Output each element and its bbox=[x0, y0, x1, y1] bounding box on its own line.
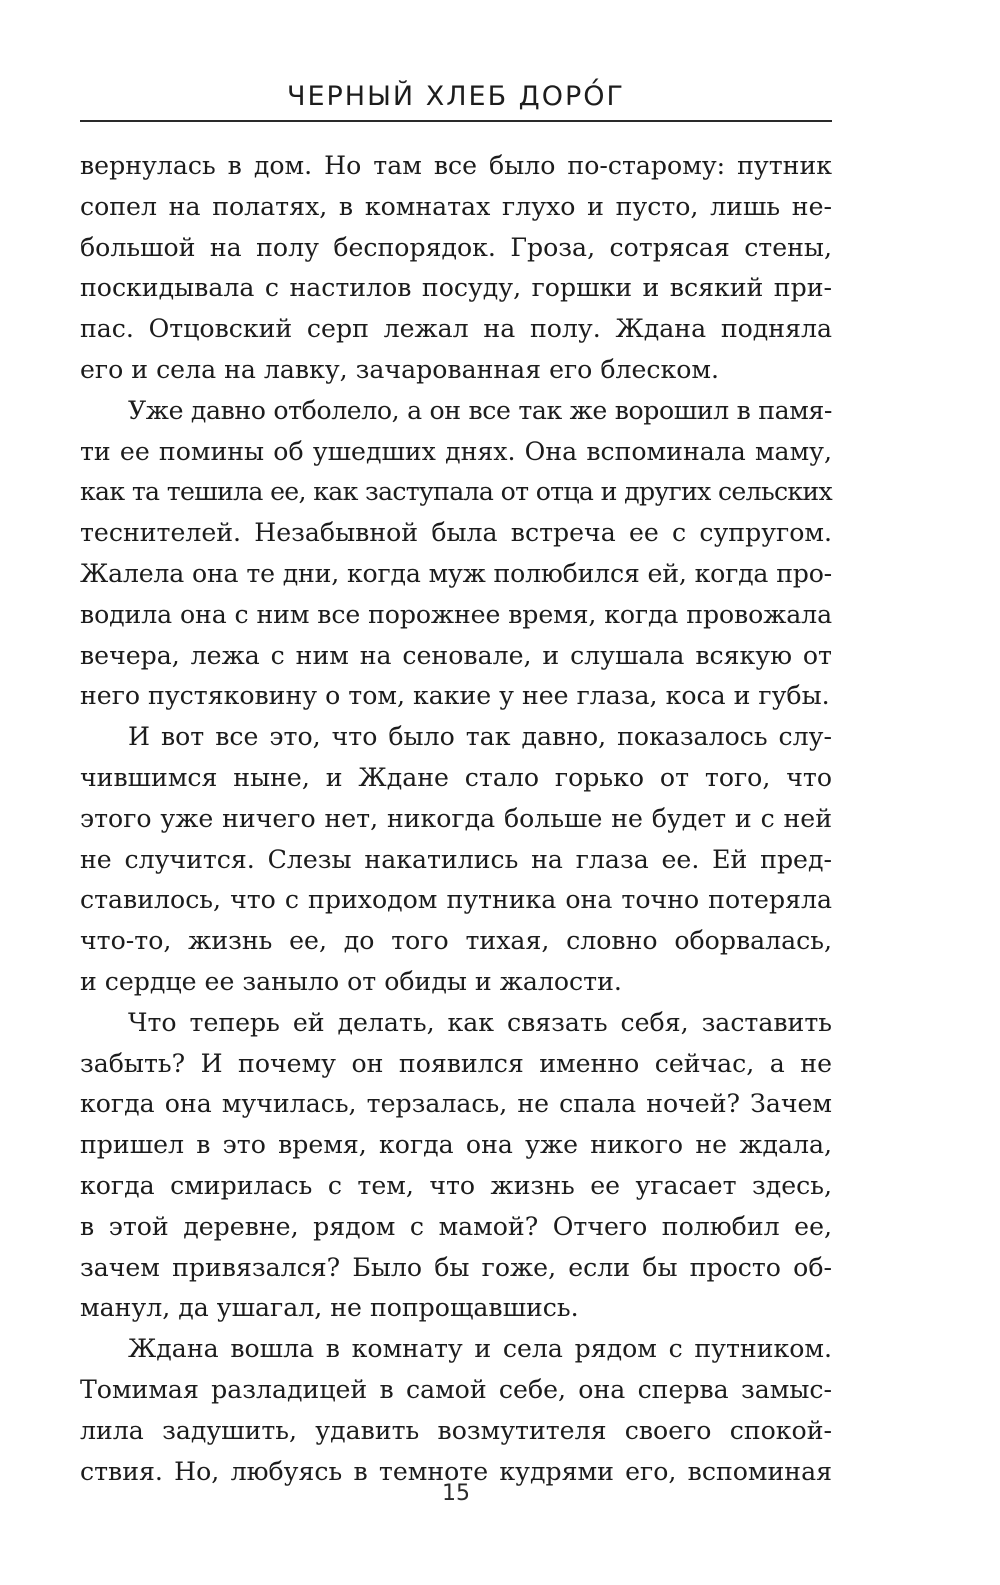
body-text bbox=[80, 146, 832, 1492]
text-line: Ждана вошла в комнату и села рядом с путником. bbox=[128, 1334, 832, 1364]
text-line: его и села на лавку, зачарованная его блеском. bbox=[80, 354, 720, 384]
text-line: вернулась в дом. Но там все было по-старому: путник bbox=[80, 151, 832, 180]
text-line: зачем привязался? Было бы гоже, если бы просто об- bbox=[80, 1252, 832, 1282]
text-line: ставилось, что с приходом путника она точно потеряла bbox=[80, 885, 832, 915]
header-rule bbox=[80, 120, 832, 122]
text-line: ствия. Но, любуясь в темноте кудрями его, вспоминая bbox=[80, 1456, 832, 1486]
page-number: 15 bbox=[442, 1481, 470, 1506]
text-line: Уже давно отболело, а он все так же ворошил в памя- bbox=[128, 395, 832, 425]
text-line: когда она мучилась, терзалась, не спала ночей? Зачем bbox=[80, 1089, 832, 1119]
running-head: ЧЕРНЫЙ ХЛЕБ ДОРО́Г bbox=[286, 81, 626, 112]
text-line: водила она с ним все порожнее время, когда провожала bbox=[80, 599, 832, 629]
text-line: этого уже ничего нет, никогда больше не будет и с ней bbox=[80, 803, 832, 833]
text-line: большой на полу беспорядок. Гроза, сотрясая стены, bbox=[80, 232, 832, 262]
text-line: в этой деревне, рядом с мамой? Отчего полюбил ее, bbox=[80, 1211, 832, 1241]
text-line: теснителей. Незабывной была встреча ее с супругом. bbox=[80, 518, 832, 548]
text-line: как та тешила ее, как заступала от отца и других сельских bbox=[80, 477, 832, 507]
text-line: что-то, жизнь ее, до того тихая, словно оборвалась, bbox=[80, 926, 832, 956]
text-line: И вот все это, что было так давно, показалось слу- bbox=[128, 722, 832, 752]
text-line: и сердце ее заныло от обиды и жалости. bbox=[80, 966, 622, 996]
text-line: чившимся ныне, и Ждане стало горько от того, что bbox=[80, 762, 832, 792]
text-line: вечера, лежа с ним на сеновале, и слушала всякую от bbox=[80, 640, 832, 670]
text-line: Что теперь ей делать, как связать себя, заставить bbox=[128, 1007, 832, 1037]
text-line: Жалела она те дни, когда муж полюбился ей, когда про- bbox=[80, 558, 832, 588]
text-line: забыть? И почему он появился именно сейчас, а не bbox=[80, 1048, 832, 1078]
text-line: него пустяковину о том, какие у нее глаза, коса и губы. bbox=[80, 681, 830, 711]
text-line: Томимая разладицей в самой себе, она сперва замыс- bbox=[80, 1374, 832, 1404]
text-line: ти ее помины об ушедших днях. Она вспоминала маму, bbox=[80, 436, 832, 466]
text-line: пас. Отцовский серп лежал на полу. Ждана подняла bbox=[80, 314, 832, 344]
text-line: манул, да ушагал, не попрощавшись. bbox=[80, 1293, 579, 1323]
text-line: пришел в это время, когда она уже никого не ждала, bbox=[80, 1130, 832, 1160]
text-line: поскидывала с настилов посуду, горшки и всякий при- bbox=[80, 273, 832, 303]
text-line: когда смирилась с тем, что жизнь ее угасает здесь, bbox=[80, 1170, 832, 1200]
text-line: лила задушить, удавить возмутителя своего спокой- bbox=[80, 1415, 832, 1445]
text-line: сопел на полатях, в комнатах глухо и пусто, лишь не- bbox=[80, 191, 832, 221]
text-line: не случится. Слезы накатились на глаза ее. Ей пред- bbox=[80, 844, 832, 874]
